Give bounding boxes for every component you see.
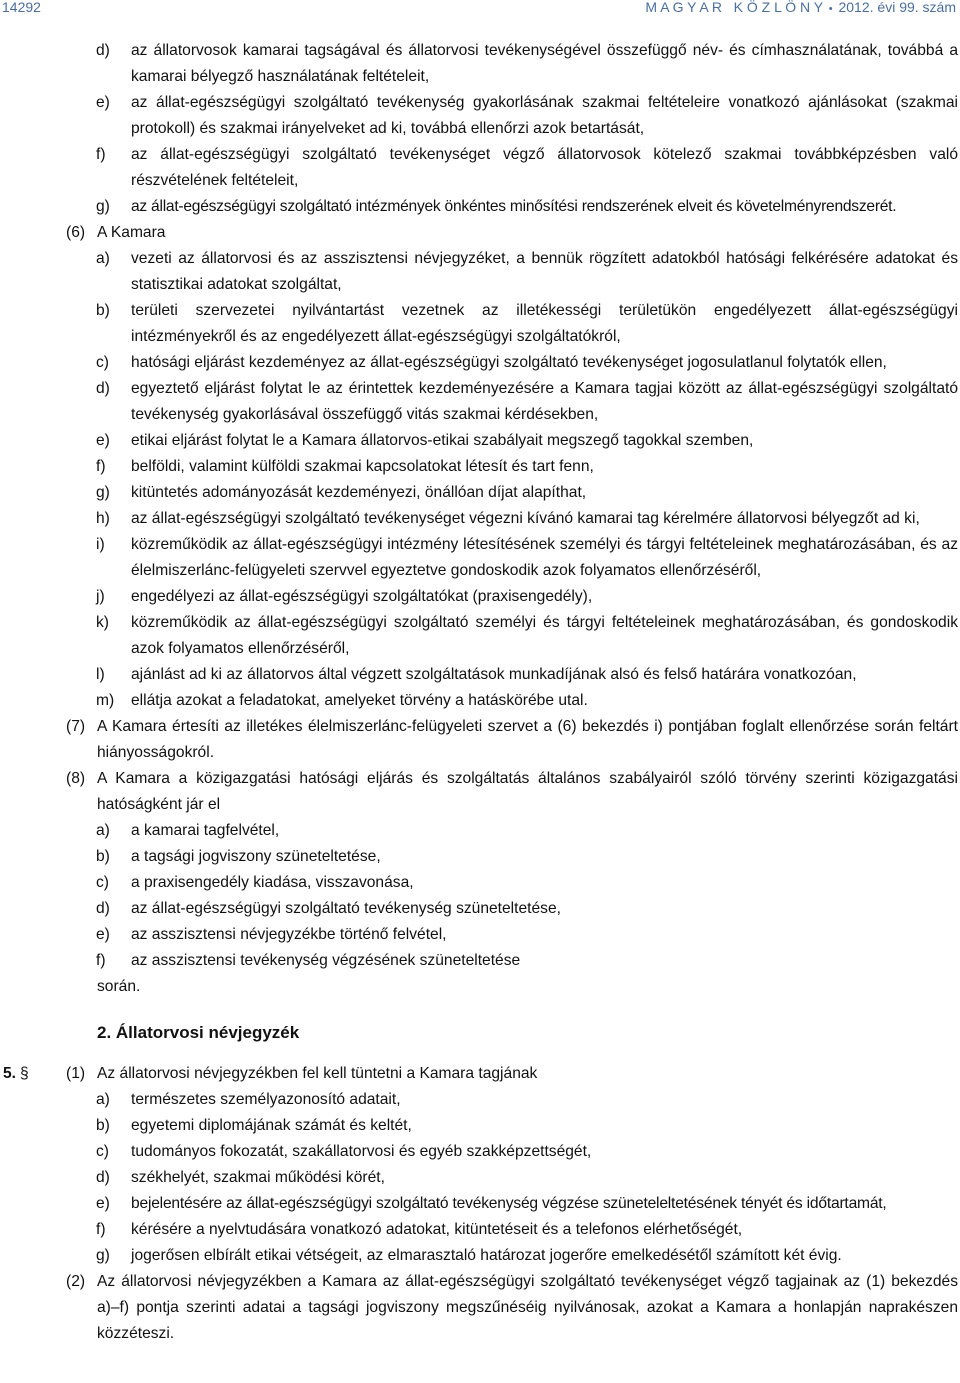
item-text: székhelyét, szakmai működési körét,: [131, 1169, 385, 1186]
item-text: az állat-egészségügyi szolgáltató tevékenységet végezni kívánó kamarai tag kérelmére állatorvosi bélyegzőt ad ki,: [131, 510, 920, 527]
paragraph-label: (2): [66, 1273, 86, 1290]
item-text: az állat-egészségügyi szolgáltató tevékenység gyakorlásának szakmai feltételeire vonatkozó ajánlásokat (szakmai protokoll) és szakmai irányelveket ad ki, továbbá ellenőrzi azok betartását,: [131, 94, 958, 137]
item-label: c): [96, 1143, 109, 1160]
issue-number: 2012. évi 99. szám: [838, 0, 956, 15]
paragraph-closing: során.: [97, 978, 141, 995]
list-item: [0, 246, 960, 298]
item-text: a kamarai tagfelvétel,: [131, 822, 280, 839]
paragraph-label: (7): [66, 718, 86, 735]
list-item: [0, 1139, 960, 1165]
list-item: [0, 1243, 960, 1269]
item-text: az állatorvosok kamarai tagságával és állatorvosi tevékenységével összefüggő név- és címhasználatának, továbbá a kamarai bélyegző használatának feltételeit,: [131, 42, 958, 85]
list-item: [0, 142, 960, 194]
item-label: j): [96, 588, 105, 605]
item-text: egyeztető eljárást folytat le az érintettek kezdeményezésére a Kamara tagjai között az állat-egészségügyi szolgáltató tevékenység gyakorlásával összefüggő vitás szakmai kérdésekben,: [131, 380, 958, 423]
item-text: az állat-egészségügyi szolgáltató intézmények önkéntes minősítési rendszerének elveit és követelményrendszerét.: [131, 198, 897, 215]
item-text: a praxisengedély kiadása, visszavonása,: [131, 874, 414, 891]
item-label: h): [96, 510, 110, 527]
list-item: [0, 1113, 960, 1139]
list-item: [0, 480, 960, 506]
list-item: [0, 350, 960, 376]
item-label: d): [96, 1169, 110, 1186]
continued-list: [0, 38, 960, 220]
bullet-separator: •: [828, 3, 833, 15]
list-item: [0, 844, 960, 870]
item-label: a): [96, 1091, 110, 1108]
paragraph-8: [0, 766, 960, 1000]
list-item: [0, 610, 960, 662]
item-label: g): [96, 484, 110, 501]
item-text: etikai eljárást folytat le a Kamara állatorvos-etikai szabályait megszegő tagokkal szemben,: [131, 432, 754, 449]
document-body: [0, 38, 960, 1347]
list-item: [0, 298, 960, 350]
item-label: g): [96, 1247, 110, 1264]
item-text: bejelentésére az állat-egészségügyi szolgáltató tevékenység végzése szüneteleltetésének tényét és időtartamát,: [131, 1195, 887, 1212]
journal-info: [645, 0, 956, 16]
list-item: [0, 1087, 960, 1113]
item-text: közreműködik az állat-egészségügyi intézmény létesítésének személyi és tárgyi feltételeinek meghatározásában, és az élelmiszerlánc-felügyeleti szervvel egyeztetve gondoskodik azok folyamatos ellenőrzéséről,: [131, 536, 958, 579]
list-item: [0, 194, 960, 220]
item-label: d): [96, 900, 110, 917]
item-text: engedélyezi az állat-egészségügyi szolgáltatókat (praxisengedély),: [131, 588, 593, 605]
list-item: [0, 90, 960, 142]
section-sign: §: [20, 1065, 29, 1082]
section-heading: 2. Állatorvosi névjegyzék: [97, 1023, 300, 1042]
item-text: tudományos fokozatát, szakállatorvosi és egyéb szakképzettségét,: [131, 1143, 592, 1160]
paragraph-7: [0, 714, 960, 766]
paragraph-6: [0, 220, 960, 714]
list-item: [0, 1217, 960, 1243]
item-text: kitüntetés adományozását kezdeményezi, önállóan díjat alapíthat,: [131, 484, 587, 501]
list-item: [0, 896, 960, 922]
item-label: f): [96, 146, 106, 163]
item-text: területi szervezetei nyilvántartást vezetnek az illetékességi területükön engedélyezett állat-egészségügyi intézményekről és az engedélyezett állat-egészségügyi szolgáltatókról,: [131, 302, 958, 345]
list-item: [0, 662, 960, 688]
paragraph-label: (1): [66, 1065, 86, 1082]
item-text: kérésére a nyelvtudására vonatkozó adatokat, kitüntetéseit és a telefonos elérhetőségét,: [131, 1221, 743, 1238]
item-label: d): [96, 380, 110, 397]
item-label: k): [96, 614, 109, 631]
section-number: 5.: [3, 1065, 17, 1082]
section-5-paragraph-2: [0, 1269, 960, 1347]
item-label: f): [96, 952, 106, 969]
item-label: e): [96, 432, 110, 449]
list-item: [0, 454, 960, 480]
item-text: hatósági eljárást kezdeményez az állat-egészségügyi szolgáltató tevékenységet jogosulatlanul folytatók ellen,: [131, 354, 887, 371]
item-text: ellátja azokat a feladatokat, amelyeket törvény a hatáskörébe utal.: [131, 692, 588, 709]
item-text: belföldi, valamint külföldi szakmai kapcsolatokat létesít és tart fenn,: [131, 458, 594, 475]
paragraph-text: Az állatorvosi névjegyzékben a Kamara az állat-egészségügyi szolgáltató tevékenységet végző tagjainak az (1) bekezdés a)–f) pontja szerinti adatai a tagsági jogviszony megszűnéséig nyilvánosak, azokat a Kamara a honlapján naprakészen közzéteszi.: [97, 1273, 958, 1342]
section-5-paragraph-1: [0, 1061, 960, 1087]
item-text: egyetemi diplomájának számát és keltét,: [131, 1117, 412, 1134]
list-item: [0, 870, 960, 896]
item-label: d): [96, 42, 110, 59]
item-text: az állat-egészségügyi szolgáltató tevékenység szüneteltetése,: [131, 900, 561, 917]
item-label: l): [96, 666, 105, 683]
paragraph-text: A Kamara a közigazgatási hatósági eljárás és szolgáltatás általános szabályairól szóló törvény szerinti közigazgatási hatóságként jár el: [97, 770, 958, 813]
list-item: [0, 1165, 960, 1191]
section-5: [0, 1061, 960, 1347]
paragraph-text: Az állatorvosi névjegyzékben fel kell tüntetni a Kamara tagjának: [97, 1065, 538, 1082]
item-label: a): [96, 250, 110, 267]
list-item: [0, 376, 960, 428]
journal-title: M A G Y A R K Ö Z L Ö N Y: [645, 0, 823, 15]
item-text: a tagsági jogviszony szüneteltetése,: [131, 848, 381, 865]
list-item: [0, 688, 960, 714]
list-item: [0, 506, 960, 532]
list-item: [0, 818, 960, 844]
item-label: m): [96, 692, 115, 709]
item-text: természetes személyazonosító adatait,: [131, 1091, 401, 1108]
item-label: g): [96, 198, 110, 215]
item-label: f): [96, 458, 106, 475]
item-label: e): [96, 94, 110, 111]
item-label: c): [96, 354, 109, 371]
item-label: b): [96, 1117, 110, 1134]
paragraph-text: A Kamara: [97, 224, 166, 241]
list-item: [0, 532, 960, 584]
item-label: c): [96, 874, 109, 891]
item-text: az asszisztensi névjegyzékbe történő felvétel,: [131, 926, 447, 943]
list-item: [0, 38, 960, 90]
item-label: b): [96, 848, 110, 865]
list-item: [0, 584, 960, 610]
list-item: [0, 948, 960, 974]
item-label: e): [96, 1195, 110, 1212]
paragraph-label: (8): [66, 770, 86, 787]
item-text: közreműködik az állat-egészségügyi szolgáltató személyi és tárgyi feltételeinek meghatározásában, és gondoskodik azok folyamatos ellenőrzéséről,: [131, 614, 958, 657]
page-header: [0, 0, 960, 14]
item-label: i): [96, 536, 105, 553]
item-text: az asszisztensi tevékenység végzésének szüneteltetése: [131, 952, 521, 969]
item-label: b): [96, 302, 110, 319]
paragraph-intro: [0, 766, 960, 818]
item-text: vezeti az állatorvosi és az asszisztensi névjegyzéket, a bennük rögzített adatokból hatósági felkérésére adatokat és statisztikai adatokat szolgáltat,: [131, 250, 958, 293]
item-label: e): [96, 926, 110, 943]
item-text: ajánlást ad ki az állatorvos által végzett szolgáltatások munkadíjának alsó és felső határára vonatkozóan,: [131, 666, 857, 683]
paragraph-text: A Kamara értesíti az illetékes élelmiszerlánc-felügyeleti szervet a (6) bekezdés i) pontjában foglalt ellenőrzése során feltárt hiányosságokról.: [97, 718, 958, 761]
list-item: [0, 1191, 960, 1217]
item-text: jogerősen elbírált etikai vétségeit, az elmarasztaló határozat jogerőre emelkedésétől számított két évig.: [131, 1247, 842, 1264]
item-text: az állat-egészségügyi szolgáltató tevékenységet végző állatorvosok kötelező szakmai továbbképzésben való részvételének feltételeit,: [131, 146, 958, 189]
paragraph-intro: [0, 220, 960, 246]
list-item: [0, 922, 960, 948]
list-item: [0, 428, 960, 454]
item-label: f): [96, 1221, 106, 1238]
page-number: 14292: [2, 0, 41, 15]
paragraph-label: (6): [66, 224, 86, 241]
item-label: a): [96, 822, 110, 839]
